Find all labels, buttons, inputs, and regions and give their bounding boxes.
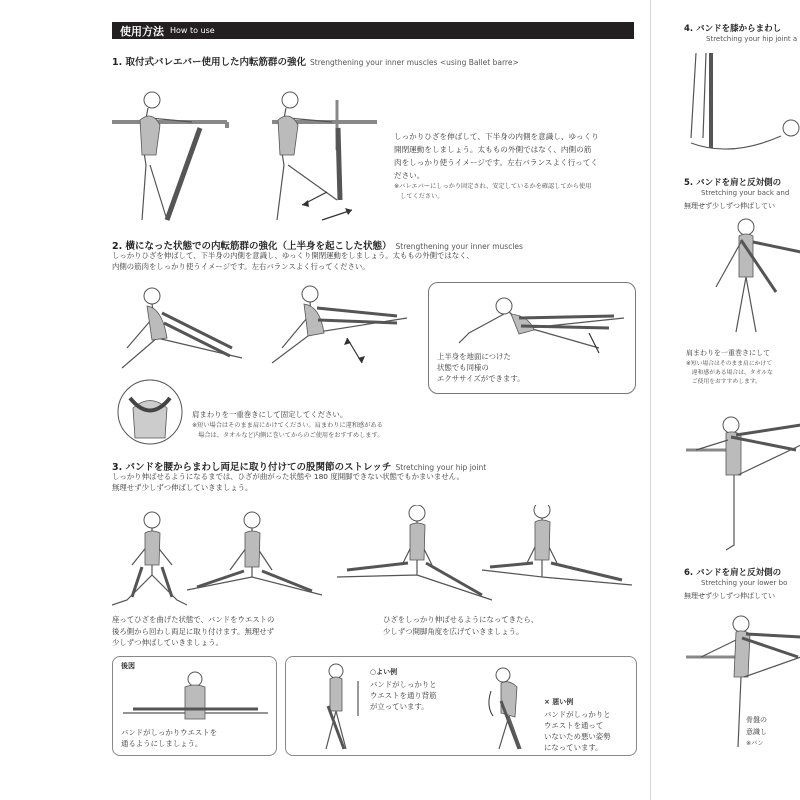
section-3-caption-left	[112, 614, 352, 649]
section-5-note	[686, 360, 800, 387]
section-5-subtitle: Stretching your back and	[701, 189, 790, 197]
section-6-note: ※バン	[746, 740, 764, 747]
section-6-body: 無理せず少しずつ伸ばしてい	[684, 592, 775, 600]
section-1-body-line: しっかりひざを伸ばして、下半身の内側を意識し、ゆっくり	[394, 132, 599, 141]
section-6-subtitle: Stretching your lower bo	[701, 579, 788, 587]
section-6-text-2: 意識し	[746, 728, 767, 736]
section-2-body-line: 内側の筋肉をしっかり使うイメージです。左右バランスよく行ってください。	[112, 262, 370, 271]
bad-example-label: × 悪い例	[544, 698, 574, 706]
good-example-label: ○よい例	[370, 668, 398, 676]
section-5-figure-2	[686, 405, 800, 555]
shoulder-loop-note-line: ※短い場合はそのまま肩にかけてください。肩まわりに違和感がある	[192, 422, 383, 429]
shoulder-loop-note-line: 場合は、タオルなど内側に巻いてからのご使用をおすすめします。	[192, 432, 384, 439]
section-2-alt-box	[428, 282, 636, 394]
section-3-body-line: しっかり伸ばせるようになるまでは、ひざが曲がった状態や 180 度開脚できない状態でもかまいません。	[112, 472, 464, 481]
back-view-line: バンドがしっかりウエストを	[121, 728, 218, 737]
section-1-body-line: 肉をしっかり使うイメージです。左右バランスよく行ってく	[394, 158, 598, 167]
back-view-label: 後図	[121, 662, 135, 670]
good-posture-figure	[306, 661, 366, 753]
section-2-alt-line: 上半身を地面につけた	[437, 352, 511, 361]
section-3-figure	[112, 505, 632, 613]
bad-example-text	[544, 709, 611, 753]
good-example-line: が立っています。	[370, 702, 429, 711]
section-2-alt-line: 状態でも同様の	[437, 363, 489, 372]
header-title: 使用方法	[120, 24, 164, 38]
section-2-alt-line: エクササイズができます。	[437, 374, 525, 383]
section-3-caption-line: 後ろ側から回わし両足に取り付けます。無理せず	[112, 626, 275, 636]
section-6-text: 骨盤の	[746, 716, 767, 724]
bad-example-line: になっています。	[544, 743, 603, 752]
section-6-figure	[686, 602, 800, 752]
shoulder-loop-note	[192, 421, 492, 441]
good-example-line: ウエストを通り背筋	[370, 691, 437, 700]
section-4-subtitle: Stretching your hip joint a	[706, 35, 798, 43]
section-3-subtitle: Stretching your hip joint	[395, 463, 487, 472]
section-2-subtitle: Strengthening your inner muscles	[395, 242, 523, 251]
section-2-alt-figure	[449, 288, 629, 358]
section-1-subtitle: Strengthening your inner muscles <using Ballet barre>	[310, 58, 519, 67]
bad-example-line: ウエストを通って	[544, 721, 604, 730]
back-view-text	[121, 727, 217, 749]
section-4-figure	[681, 48, 800, 166]
shoulder-loop-figure	[115, 378, 185, 446]
back-view-box	[112, 656, 277, 756]
good-example-line: バンドがしっかりと	[370, 680, 437, 689]
section-3-caption-line: 少しずつ伸ばしていきましょう。	[112, 638, 223, 647]
section-5-heading: 5. バンドを肩と反対側の	[684, 178, 782, 188]
section-1-heading	[112, 54, 519, 68]
shoulder-loop-text: 肩まわりを一重巻きにして固定してください。	[192, 410, 348, 419]
section-6-heading: 6. バンドを肩と反対側の	[684, 568, 782, 578]
section-3-title: 3. バンドを腰からまわし両足に取り付けての股関節のストレッチ	[112, 462, 392, 473]
section-1-body	[394, 130, 634, 182]
section-1-note-line: ※バレエバーにしっかり固定され、安定しているかを確認してから使用	[394, 183, 592, 190]
section-2-body	[112, 250, 632, 272]
section-1-body-line: 開閉運動をしましょう。太ももの外側ではなく、内側の筋	[394, 145, 592, 154]
posture-box	[285, 656, 637, 756]
section-1-figure	[112, 70, 377, 230]
section-5-note-line: ご使用をおすすめします。	[686, 379, 761, 385]
section-1-note-line: してください。	[394, 193, 444, 200]
back-view-figure	[123, 671, 268, 726]
section-3-caption-line: 少しずつ開脚角度を広げていきましょう。	[383, 626, 524, 636]
section-5-text: 肩まわりを一重巻きにして	[686, 349, 770, 357]
section-5-figure	[701, 212, 800, 337]
section-1-note	[394, 182, 634, 202]
section-3-body-line: 無理せず少しずつ伸ばしていきましょう。	[112, 483, 253, 492]
section-2-figure	[112, 278, 417, 378]
section-1-title: 1. 取付式バレエバー使用した内転筋群の強化	[112, 57, 307, 68]
right-page	[650, 0, 800, 800]
header-bar	[112, 22, 634, 39]
section-3-caption-right	[383, 614, 633, 637]
bad-posture-figure	[481, 661, 541, 753]
header-subtitle: How to use	[170, 26, 215, 35]
bad-example-line: バンドがしっかりと	[544, 710, 611, 719]
section-3-body	[112, 471, 632, 493]
section-2-title: 2. 横になった状態での内転筋群の強化（上半身を起こした状態）	[112, 241, 392, 252]
section-1-body-line: ださい。	[394, 171, 425, 180]
bad-example-line: いないため悪い姿勢	[544, 732, 611, 741]
good-example-text	[370, 679, 437, 712]
section-5-body: 無理せず少しずつ伸ばしてい	[684, 202, 775, 210]
section-4-heading: 4. バンドを膝からまわし	[684, 24, 782, 34]
section-2-alt-text	[437, 351, 525, 384]
section-2-body-line: しっかりひざを伸ばして、下半身の内側を意識し、ゆっくり開閉運動をしましょう。太ももの外側ではなく、	[112, 251, 474, 260]
section-5-note-line: 違和感がある場合は、タオルな	[686, 370, 773, 376]
back-view-line: 通るようにしましょう。	[121, 739, 203, 748]
section-5-note-line: ※短い場合はそのまま肩にかけて	[686, 361, 773, 367]
section-3-caption-line: ひざをしっかり伸ばせるようになってきたら、	[383, 615, 539, 624]
section-3-caption-line: 座ってひざを曲げた状態で、バンドをウエストの	[112, 615, 275, 624]
